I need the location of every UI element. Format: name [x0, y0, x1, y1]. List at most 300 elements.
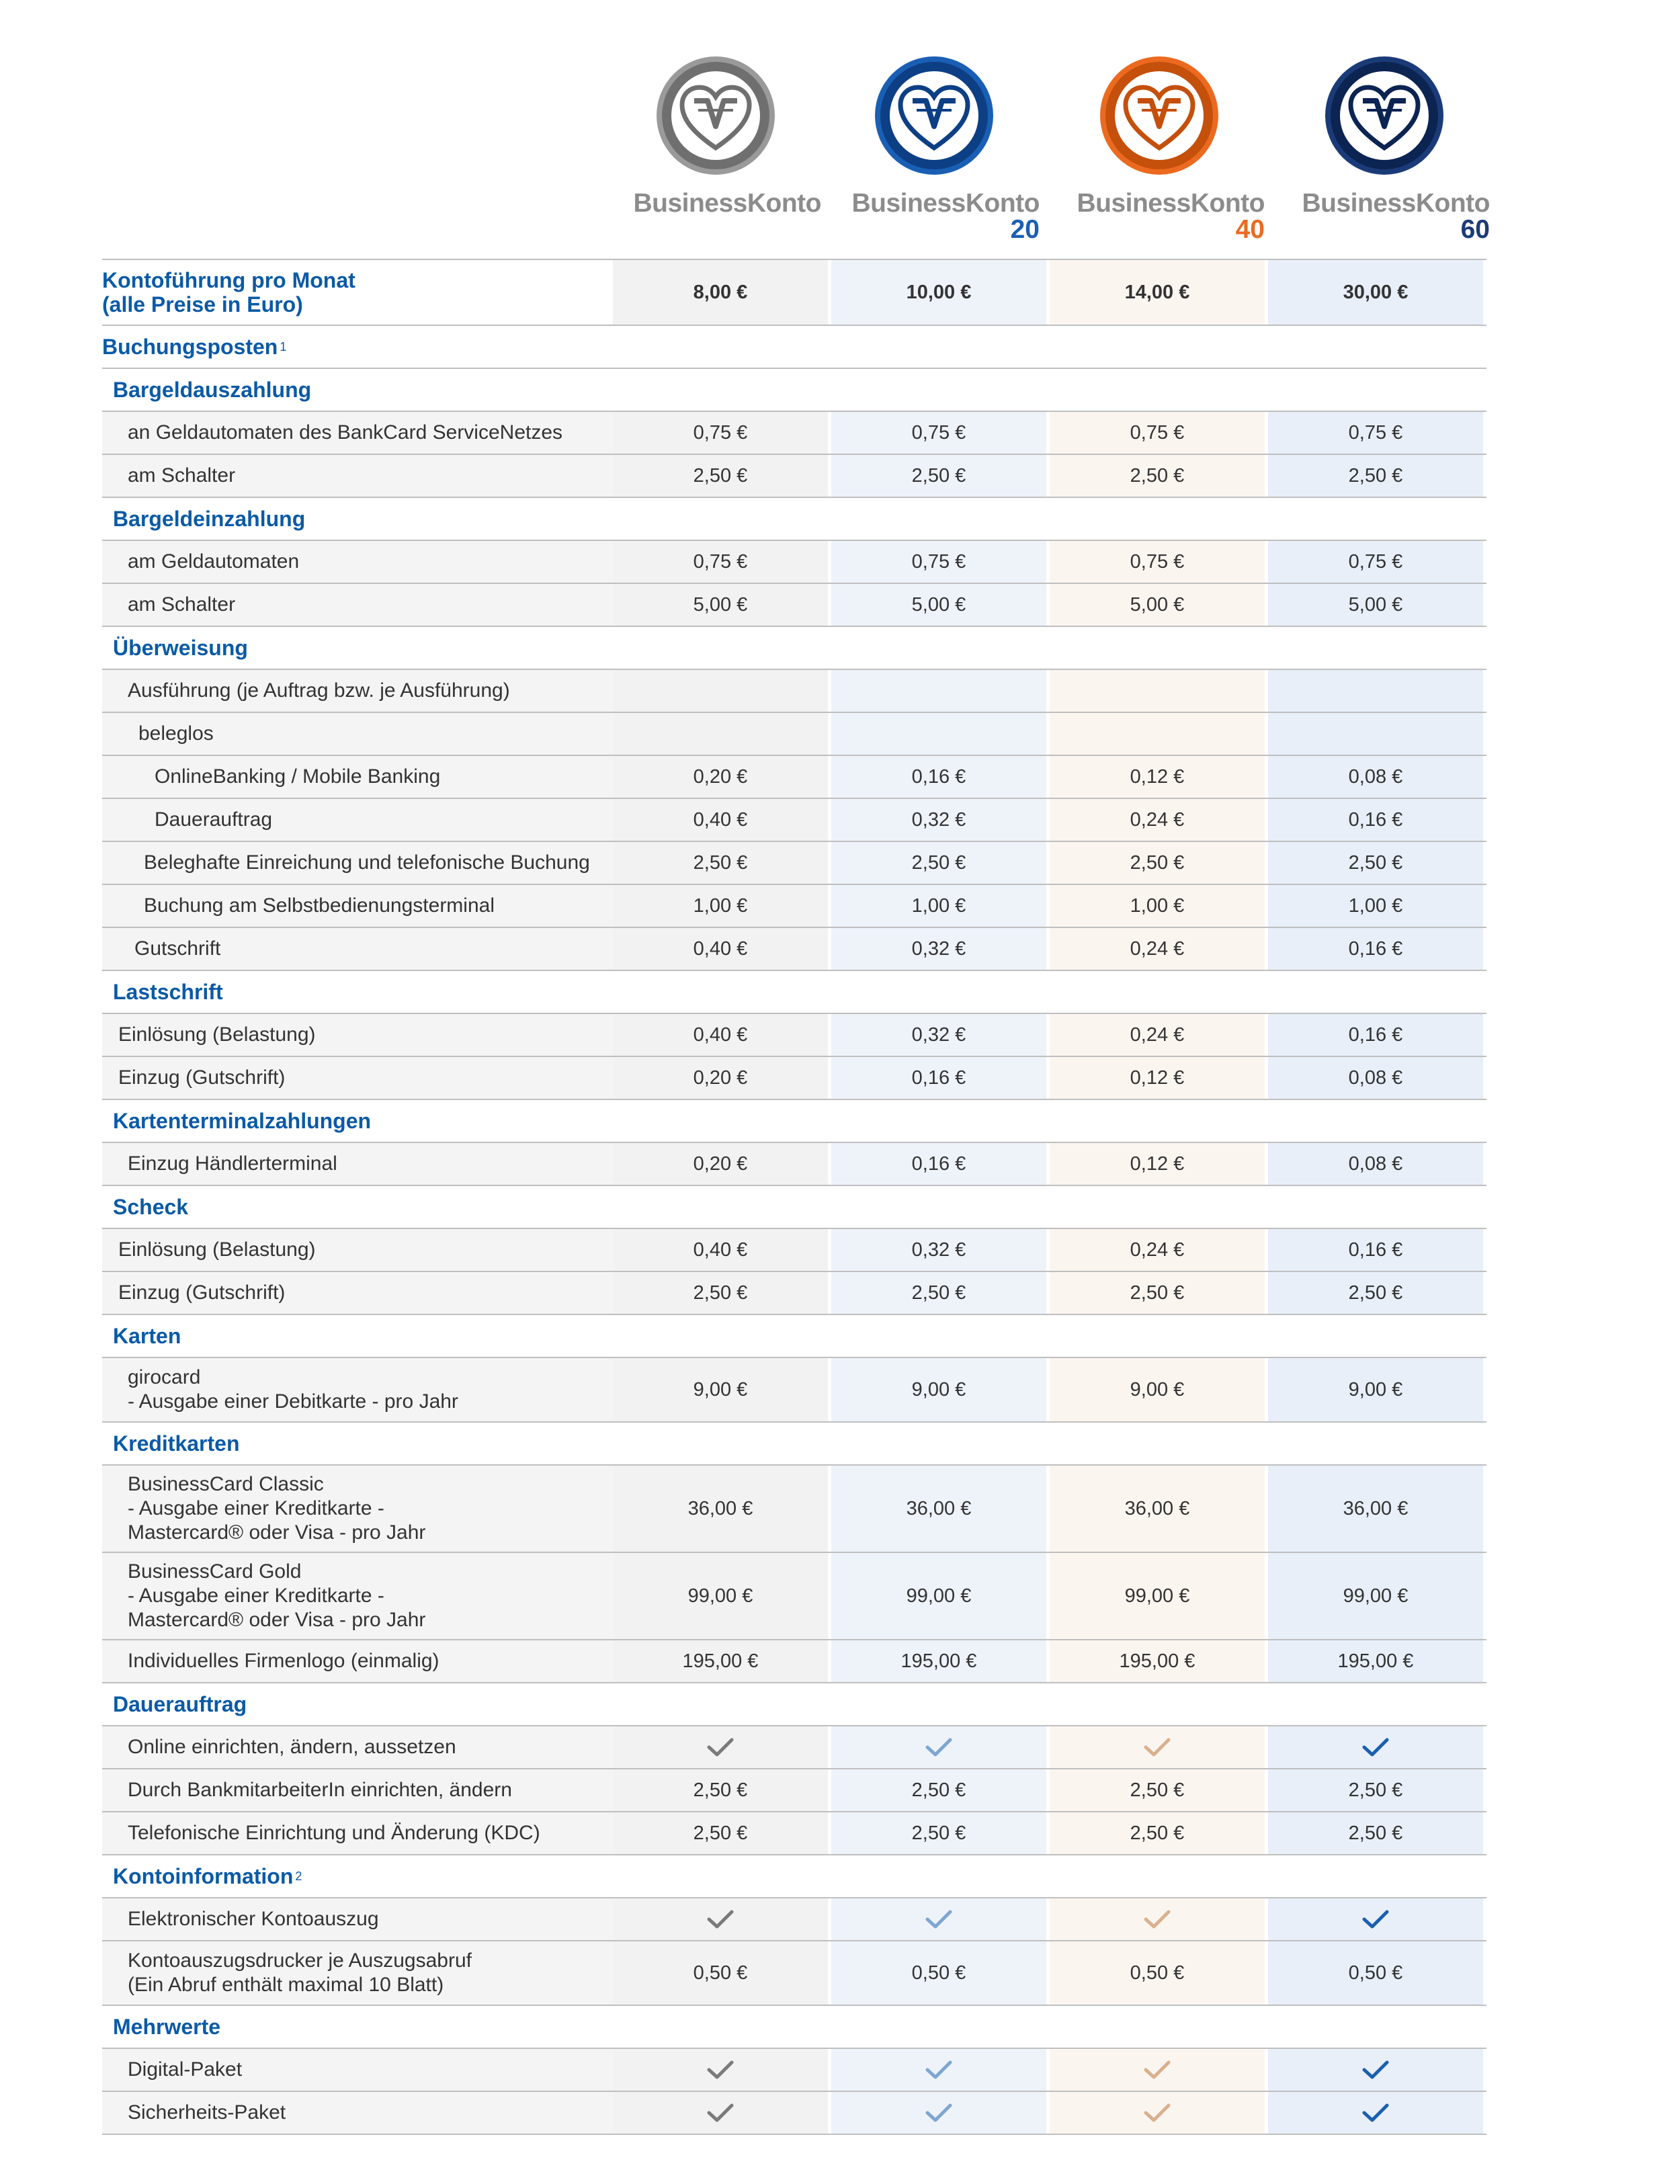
price-value: 0,32 €	[911, 1023, 966, 1046]
row-label	[102, 928, 613, 970]
price-value: 10,00 €	[906, 281, 972, 303]
row-label	[102, 541, 613, 583]
price-value: 195,00 €	[1337, 1650, 1414, 1672]
plan-name: BusinessKonto	[851, 189, 1040, 218]
price-value: 0,75 €	[1348, 421, 1403, 444]
section-header-row	[102, 1314, 1486, 1357]
price-value: 2,50 €	[1348, 1779, 1403, 1801]
price-value: 0,12 €	[1130, 765, 1185, 788]
price-value: 2,50 €	[1348, 851, 1403, 874]
price-value: 2,50 €	[1130, 1779, 1185, 1801]
table-row	[102, 411, 1486, 454]
price-cell	[613, 1898, 828, 1940]
price-cell	[1050, 1941, 1265, 2005]
section-title	[102, 326, 613, 368]
price-cell	[1268, 1726, 1483, 1768]
section-title	[102, 369, 613, 411]
row-label	[102, 584, 613, 626]
label-text: Kontoinformation	[113, 1864, 294, 1888]
section-title	[102, 1100, 613, 1142]
price-cell	[1050, 670, 1265, 712]
price-cell	[613, 1812, 828, 1854]
price-cell	[613, 1726, 828, 1768]
table-row	[102, 1228, 1486, 1271]
price-cell	[613, 1941, 828, 2005]
price-value: 5,00 €	[1348, 593, 1403, 616]
price-cell	[831, 1466, 1046, 1552]
price-value: 0,75 €	[1130, 550, 1185, 573]
table-row	[102, 1357, 1486, 1421]
checkmark-icon	[706, 2102, 734, 2124]
price-value: 0,08 €	[1348, 1152, 1403, 1175]
price-value: 2,50 €	[693, 1282, 748, 1304]
price-cell	[1050, 842, 1265, 884]
checkmark-icon	[1143, 1736, 1171, 1758]
label-text: am Geldautomaten	[128, 550, 300, 573]
price-cell	[613, 584, 828, 626]
table-row	[102, 1725, 1486, 1768]
price-cell	[831, 1769, 1046, 1811]
row-label	[102, 2049, 613, 2091]
table-row	[102, 1940, 1486, 2005]
checkmark-icon	[706, 1736, 734, 1758]
price-cell	[613, 670, 828, 712]
price-value: 1,00 €	[911, 894, 966, 917]
price-value: 99,00 €	[1124, 1585, 1190, 1607]
price-cell	[613, 1057, 828, 1099]
price-cell	[1268, 799, 1483, 841]
price-value: 2,50 €	[693, 1822, 748, 1844]
label-text: Kontoauszugsdrucker je Auszugsabruf (Ein Abruf enthält maximal 10 Blatt)	[128, 1949, 472, 1996]
section-header-row	[102, 368, 1486, 411]
price-value: 2,50 €	[911, 1779, 966, 1801]
section-header-row	[102, 325, 1486, 368]
row-label	[102, 799, 613, 841]
checkmark-icon	[1143, 2059, 1171, 2081]
section-header-row	[102, 626, 1486, 669]
label-text: BusinessCard Gold - Ausgabe einer Kreditkarte - Mastercard® oder Visa - pro Jahr	[128, 1560, 426, 1631]
price-value: 2,50 €	[1348, 464, 1403, 487]
price-cell	[1050, 260, 1265, 325]
section-title	[102, 1423, 613, 1464]
checkmark-icon	[925, 2102, 953, 2124]
price-value: 195,00 €	[1119, 1650, 1195, 1672]
row-label	[102, 1229, 613, 1271]
label-text: Dauerauftrag	[113, 1692, 247, 1716]
price-cell	[1268, 1466, 1483, 1552]
table-row	[102, 259, 1486, 325]
section-header-row	[102, 1421, 1486, 1464]
price-cell	[1268, 541, 1483, 583]
price-cell	[1268, 2092, 1483, 2134]
row-label	[102, 1272, 613, 1314]
price-value: 0,32 €	[911, 1238, 966, 1261]
price-value: 0,20 €	[693, 765, 748, 788]
row-label	[102, 885, 613, 927]
price-cell	[1050, 412, 1265, 454]
price-value: 2,50 €	[693, 464, 748, 487]
price-cell	[831, 1553, 1046, 1639]
price-cell	[1268, 842, 1483, 884]
price-value: 0,50 €	[693, 1962, 748, 1984]
label-text: an Geldautomaten des BankCard ServiceNetzes	[128, 421, 563, 444]
price-cell	[831, 1014, 1046, 1056]
row-label	[102, 455, 613, 497]
price-value: 2,50 €	[911, 1282, 966, 1304]
price-cell	[1268, 455, 1483, 497]
price-cell	[613, 2092, 828, 2134]
table-row	[102, 2048, 1486, 2091]
price-cell	[831, 1898, 1046, 1940]
price-value: 14,00 €	[1124, 281, 1190, 303]
table-row	[102, 2091, 1486, 2134]
label-text: girocard - Ausgabe einer Debitkarte - pro Jahr	[128, 1366, 458, 1413]
price-value: 8,00 €	[693, 281, 748, 303]
label-text: OnlineBanking / Mobile Banking	[155, 765, 441, 788]
row-label	[102, 1143, 613, 1185]
price-value: 36,00 €	[687, 1497, 753, 1519]
section-title	[102, 1186, 613, 1228]
price-cell	[613, 842, 828, 884]
price-value: 30,00 €	[1343, 281, 1409, 303]
plan-name: BusinessKonto	[1302, 189, 1490, 218]
price-value: 2,50 €	[1348, 1822, 1403, 1844]
price-cell	[613, 1466, 828, 1552]
price-value: 0,40 €	[693, 937, 748, 960]
label-text: Kartenterminalzahlungen	[113, 1109, 372, 1133]
row-label	[102, 2092, 613, 2134]
price-cell	[1050, 541, 1265, 583]
price-cell	[831, 670, 1046, 712]
price-cell	[613, 885, 828, 927]
row-label	[102, 1812, 613, 1854]
price-cell	[1050, 1229, 1265, 1271]
price-cell	[831, 260, 1046, 325]
price-cell	[831, 1726, 1046, 1768]
checkmark-icon	[1361, 1908, 1390, 1930]
label-text: Sicherheits-Paket	[128, 2101, 286, 2124]
price-value: 2,50 €	[911, 851, 966, 874]
plan-name: BusinessKonto	[1077, 189, 1265, 218]
label-text: Buchungsposten	[102, 335, 278, 359]
table-row	[102, 1768, 1486, 1811]
price-cell	[1268, 1014, 1483, 1056]
price-value: 195,00 €	[900, 1650, 977, 1672]
price-cell	[1268, 1057, 1483, 1099]
price-value: 36,00 €	[1343, 1497, 1409, 1519]
price-value: 0,32 €	[911, 808, 966, 831]
section-header-row	[102, 970, 1486, 1013]
price-value: 99,00 €	[687, 1585, 753, 1607]
price-cell	[613, 541, 828, 583]
price-cell	[831, 1272, 1046, 1314]
price-value: 0,40 €	[693, 1238, 748, 1261]
table-row	[102, 540, 1486, 583]
table-row	[102, 669, 1486, 712]
row-label	[102, 1898, 613, 1940]
price-value: 0,16 €	[911, 1152, 966, 1175]
price-value: 0,24 €	[1130, 1023, 1185, 1046]
label-text: Gutschrift	[134, 937, 221, 960]
price-cell	[1268, 713, 1483, 755]
price-cell	[1268, 584, 1483, 626]
price-cell	[1268, 412, 1483, 454]
price-cell	[613, 1553, 828, 1639]
row-label	[102, 756, 613, 798]
row-label	[102, 1014, 613, 1056]
price-cell	[613, 2049, 828, 2091]
price-cell	[1050, 1466, 1265, 1552]
price-value: 2,50 €	[1130, 1282, 1185, 1304]
price-value: 9,00 €	[693, 1378, 748, 1400]
price-value: 0,16 €	[1348, 1023, 1403, 1046]
price-value: 0,32 €	[911, 937, 966, 960]
table-row	[102, 583, 1486, 626]
price-cell	[613, 1014, 828, 1056]
label-text: Einlösung (Belastung)	[118, 1023, 316, 1046]
price-cell	[613, 1143, 828, 1185]
price-value: 0,50 €	[911, 1962, 966, 1984]
price-value: 36,00 €	[1124, 1497, 1190, 1519]
price-value: 5,00 €	[1130, 593, 1185, 616]
price-value: 0,50 €	[1348, 1962, 1403, 1984]
label-text: Buchung am Selbstbedienungsterminal	[144, 894, 495, 917]
price-cell	[1268, 1769, 1483, 1811]
row-label	[102, 713, 613, 755]
plan-level: 40	[1235, 215, 1265, 244]
price-value: 2,50 €	[1130, 1822, 1185, 1844]
table-row	[102, 1013, 1486, 1056]
label-text: Karten	[113, 1324, 181, 1348]
plan-level: 60	[1460, 215, 1490, 244]
checkmark-icon	[706, 1908, 734, 1930]
heart-v-logo	[1097, 54, 1221, 177]
heart-v-logo	[1322, 54, 1446, 177]
price-value: 0,75 €	[1348, 550, 1403, 573]
price-value: 99,00 €	[906, 1585, 972, 1607]
table-row	[102, 927, 1486, 970]
section-header-row	[102, 1854, 1486, 1897]
price-cell	[831, 1358, 1046, 1421]
checkmark-icon	[1361, 2102, 1390, 2124]
row-label	[102, 1726, 613, 1768]
price-value: 5,00 €	[693, 593, 748, 616]
price-value: 0,16 €	[911, 1066, 966, 1089]
row-label	[102, 1466, 613, 1552]
checkmark-icon	[1143, 2102, 1171, 2124]
price-value: 0,08 €	[1348, 765, 1403, 788]
price-cell	[831, 799, 1046, 841]
price-cell	[1268, 1640, 1483, 1682]
label-text: Scheck	[113, 1195, 189, 1219]
price-cell	[613, 713, 828, 755]
price-cell	[613, 1229, 828, 1271]
price-cell	[613, 799, 828, 841]
row-label	[102, 412, 613, 454]
price-cell	[831, 541, 1046, 583]
plan-2	[823, 54, 1045, 242]
price-value: 0,24 €	[1130, 808, 1185, 831]
label-text: Lastschrift	[113, 980, 223, 1004]
heart-v-logo	[654, 54, 778, 177]
price-table	[102, 259, 1486, 2134]
price-cell	[831, 2092, 1046, 2134]
checkmark-icon	[1361, 2059, 1390, 2081]
row-label	[102, 670, 613, 712]
price-cell	[831, 1640, 1046, 1682]
price-value: 0,16 €	[1348, 1238, 1403, 1261]
label-text: Kontoführung pro Monat (alle Preise in Euro)	[102, 268, 355, 317]
label-text: am Schalter	[128, 464, 236, 487]
plan-4	[1273, 54, 1495, 242]
price-cell	[831, 455, 1046, 497]
plan-3	[1048, 54, 1270, 242]
table-row	[102, 712, 1486, 755]
price-value: 5,00 €	[911, 593, 966, 616]
price-cell	[831, 1143, 1046, 1185]
price-value: 0,75 €	[1130, 421, 1185, 444]
price-cell	[1268, 2049, 1483, 2091]
price-cell	[831, 1057, 1046, 1099]
plan-name: BusinessKonto	[633, 189, 821, 218]
checkmark-icon	[925, 1908, 953, 1930]
price-cell	[1050, 1898, 1265, 1940]
price-cell	[613, 756, 828, 798]
table-row	[102, 1271, 1486, 1314]
price-value: 2,50 €	[1130, 464, 1185, 487]
price-cell	[831, 756, 1046, 798]
label-text: Digital-Paket	[128, 2058, 243, 2081]
table-row	[102, 454, 1486, 497]
price-cell	[1050, 799, 1265, 841]
label-text: Online einrichten, ändern, aussetzen	[128, 1736, 456, 1758]
price-cell	[1268, 1358, 1483, 1421]
price-cell	[831, 1812, 1046, 1854]
price-cell	[831, 584, 1046, 626]
price-cell	[1268, 756, 1483, 798]
price-value: 1,00 €	[1130, 894, 1185, 917]
label-text: Überweisung	[113, 636, 248, 660]
table-row	[102, 1142, 1486, 1185]
label-text: Einlösung (Belastung)	[118, 1238, 316, 1261]
label-text: Kreditkarten	[113, 1431, 240, 1456]
price-value: 0,75 €	[911, 421, 966, 444]
label-text: beleglos	[138, 722, 214, 745]
label-text: Einzug (Gutschrift)	[118, 1282, 286, 1304]
price-value: 99,00 €	[1343, 1585, 1409, 1607]
label-text: Dauerauftrag	[155, 808, 273, 831]
price-cell	[1050, 455, 1265, 497]
table-row	[102, 884, 1486, 927]
price-value: 0,12 €	[1130, 1066, 1185, 1089]
price-cell	[1050, 584, 1265, 626]
price-cell	[1268, 928, 1483, 970]
price-cell	[613, 928, 828, 970]
plan-level: 20	[1010, 215, 1040, 244]
price-value: 195,00 €	[682, 1650, 759, 1672]
price-cell	[1268, 1553, 1483, 1639]
price-value: 1,00 €	[693, 894, 748, 917]
price-cell	[831, 1229, 1046, 1271]
table-row	[102, 1811, 1486, 1854]
price-cell	[831, 2049, 1046, 2091]
label-text: Telefonische Einrichtung und Änderung (KDC)	[128, 1822, 540, 1844]
price-value: 1,00 €	[1348, 894, 1403, 917]
section-header-row	[102, 1682, 1486, 1725]
price-cell	[1268, 670, 1483, 712]
plan-1	[605, 54, 827, 218]
price-value: 2,50 €	[1130, 851, 1185, 874]
price-cell	[1050, 713, 1265, 755]
label-text: Beleghafte Einreichung und telefonische Buchung	[144, 851, 590, 874]
label-text: Individuelles Firmenlogo (einmalig)	[128, 1650, 439, 1672]
price-cell	[1268, 1272, 1483, 1314]
price-value: 0,20 €	[693, 1152, 748, 1175]
price-cell	[1268, 260, 1483, 325]
price-value: 0,40 €	[693, 1023, 748, 1046]
price-cell	[1050, 756, 1265, 798]
section-header-row	[102, 497, 1486, 540]
price-cell	[1050, 1726, 1265, 1768]
price-value: 2,50 €	[911, 1822, 966, 1844]
checkmark-icon	[1361, 1736, 1390, 1758]
row-label	[102, 1640, 613, 1682]
price-value: 0,24 €	[1130, 937, 1185, 960]
price-cell	[1050, 1014, 1265, 1056]
price-cell	[1268, 885, 1483, 927]
price-cell	[613, 1769, 828, 1811]
price-value: 36,00 €	[906, 1497, 972, 1519]
price-value: 0,50 €	[1130, 1962, 1185, 1984]
checkmark-icon	[925, 1736, 953, 1758]
price-value: 0,75 €	[693, 421, 748, 444]
price-cell	[613, 1640, 828, 1682]
price-value: 2,50 €	[911, 464, 966, 487]
label-text: Mehrwerte	[113, 2015, 221, 2039]
label-text: am Schalter	[128, 593, 236, 616]
row-label	[102, 842, 613, 884]
label-text: Bargeldeinzahlung	[113, 507, 306, 531]
price-cell	[1268, 1812, 1483, 1854]
price-value: 0,75 €	[693, 550, 748, 573]
price-value: 2,50 €	[1348, 1282, 1403, 1304]
price-value: 0,40 €	[693, 808, 748, 831]
section-title	[102, 1855, 613, 1897]
table-row	[102, 1056, 1486, 1099]
heart-v-logo	[872, 54, 996, 177]
price-cell	[1268, 1898, 1483, 1940]
price-cell	[1268, 1229, 1483, 1271]
row-label	[102, 1553, 613, 1639]
section-header-row	[102, 1099, 1486, 1142]
price-value: 9,00 €	[1130, 1378, 1185, 1400]
price-cell	[613, 455, 828, 497]
price-value: 2,50 €	[693, 1779, 748, 1801]
price-value: 0,24 €	[1130, 1238, 1185, 1261]
price-cell	[1050, 1057, 1265, 1099]
price-cell	[1050, 1640, 1265, 1682]
table-row	[102, 1639, 1486, 1682]
price-cell	[1050, 1769, 1265, 1811]
section-title	[102, 1683, 613, 1725]
label-text: Einzug (Gutschrift)	[118, 1066, 286, 1089]
table-row	[102, 755, 1486, 798]
footnote-marker: 2	[295, 1870, 302, 1883]
price-cell	[1050, 2092, 1265, 2134]
price-value: 0,20 €	[693, 1066, 748, 1089]
price-cell	[613, 1358, 828, 1421]
price-cell	[1050, 928, 1265, 970]
